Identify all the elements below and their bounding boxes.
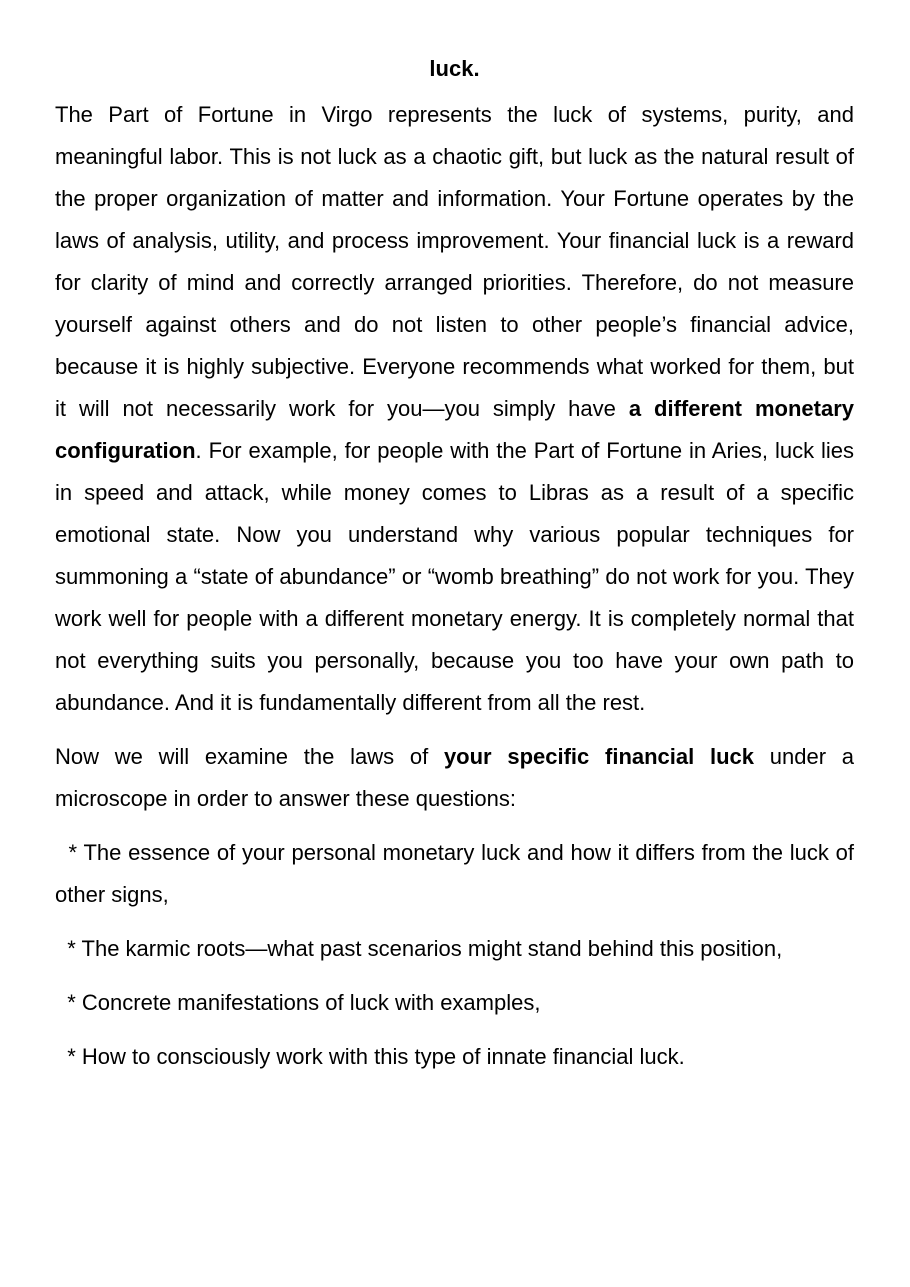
list-item bbox=[55, 928, 854, 970]
list-item-text: The essence of your personal monetary luck and how it differs from the luck of other signs, bbox=[55, 840, 854, 907]
paragraph-text: under a microscope in order to answer these questions: bbox=[55, 744, 854, 811]
list-item-text: How to consciously work with this type of innate financial luck. bbox=[81, 1044, 685, 1069]
paragraph-part-of-fortune bbox=[55, 94, 854, 724]
list-item-text: Concrete manifestations of luck with examples, bbox=[81, 990, 541, 1015]
section-heading: luck. bbox=[429, 56, 480, 81]
list-item bbox=[55, 832, 854, 916]
document-page bbox=[55, 54, 854, 1078]
emphasis-text: your specific financial luck bbox=[443, 744, 755, 769]
bullet-marker: * bbox=[68, 840, 78, 865]
paragraph-intro-questions bbox=[55, 736, 854, 820]
bullet-marker: * bbox=[67, 990, 76, 1015]
list-item bbox=[55, 1036, 854, 1078]
paragraph-text: The Part of Fortune in Virgo represents the luck of systems, purity, and meaningful labor. This is not luck as a chaotic gift, but luck as the natural result of the proper organization of matter and information. Your Fortune operates by the laws of analysis, utility, and process improvement. Your financial luck is a reward for clarity of mind and correctly arranged priorities. Therefore, do not measure yourself against others and do not listen to other people’s financial advice, because it is highly subjective. Everyone recommends what worked for them, but it will not necessarily work for you—you simply have bbox=[55, 102, 854, 421]
paragraph-text: Now we will examine the laws of bbox=[55, 744, 444, 769]
list-item bbox=[55, 982, 854, 1024]
paragraph-text: . For example, for people with the Part of Fortune in Aries, luck lies in speed and attack, while money comes to Libras as a result of a specific emotional state. Now you understand why various popular techniques for summoning a “state of abundance” or “womb breathing” do not work for you. They work well for people with a different monetary energy. It is completely normal that not everything suits you personally, because you too have your own path to abundance. And it is fundamentally different from all the rest. bbox=[55, 438, 854, 715]
list-item-text: The karmic roots—what past scenarios might stand behind this position, bbox=[81, 936, 783, 961]
emphasis-text: a different monetary configuration bbox=[55, 396, 854, 463]
bullet-marker: * bbox=[67, 1044, 76, 1069]
bullet-marker: * bbox=[67, 936, 76, 961]
